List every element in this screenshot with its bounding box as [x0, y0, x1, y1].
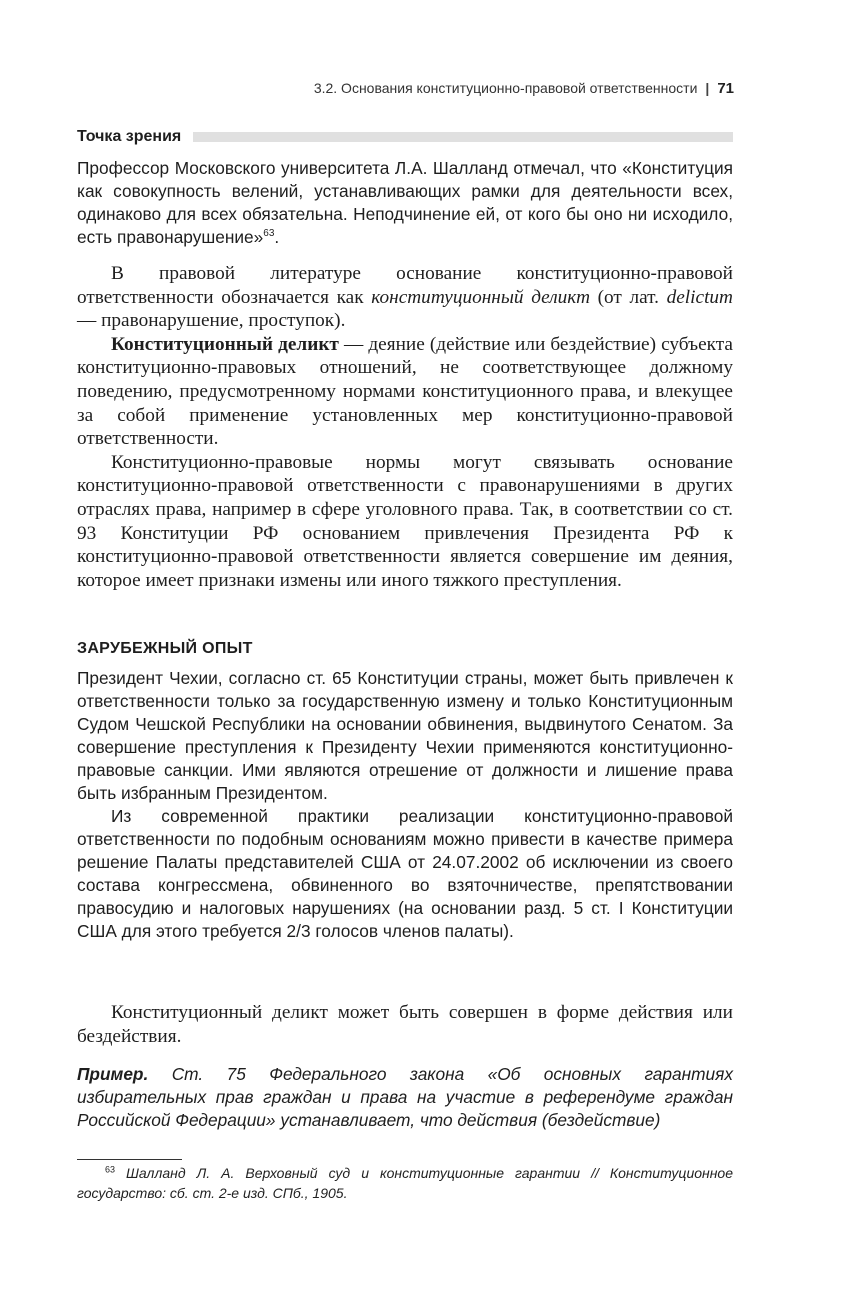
main-text-block: [77, 262, 733, 592]
foreign-experience-title: ЗАРУБЕЖНЫЙ ОПЫТ: [77, 640, 253, 657]
paragraph-legal-norms: Конституционно-правовые нормы могут связывать основание конституционно-правовой ответственности с правонарушениями в других отраслях права, например в сфере уголовного права. Так, в соответствии со ст. 93 Конституции РФ основанием привлечения Президента РФ к конституционно-правовой ответственности является совершение им деяния, которое имеет признаки измены или иного тяжкого преступления.: [77, 451, 733, 591]
footnote-number: 63: [105, 1164, 116, 1175]
foreign-paragraph-czech: Президент Чехии, согласно ст. 65 Конституции страны, может быть привлечен к ответственности только за государственную измену и только Конституционным Судом Чешской Республики на основании обвинения, выдвинутого Сенатом. За совершение преступления к Президенту Чехии применяются конституционно-правовые санкции. Ими являются отрешение от должности и лишение права быть избранным Президентом.: [77, 668, 733, 803]
example-block: [77, 1063, 733, 1132]
paragraph-form-of-delict: Конституционный деликт может быть совершен в форме действия или бездействия.: [77, 1002, 733, 1047]
running-title: 3.2. Основания конституционно-правовой ответственности: [313, 80, 698, 96]
foreign-paragraph-usa: Из современной практики реализации конституционно-правовой ответственности по подобным основаниям можно привести в качестве примера решение Палаты представителей США от 24.07.2002 об исключении из своего состава конгрессмена, обвиненного во взяточничестве, препятствовании правосудию и налоговых нарушениях (на основании разд. 5 ст. I Конституции США для этого требуется 2/3 голосов членов палаты).: [77, 806, 733, 941]
viewpoint-heading: [77, 128, 733, 146]
running-head: [314, 80, 734, 97]
example-label: Пример.: [77, 1064, 149, 1084]
viewpoint-block: [77, 157, 733, 249]
main-text-block-2: [77, 1001, 733, 1048]
footnote-ref: 63: [263, 228, 275, 240]
example-text: Пример. Ст. 75 Федерального закона «Об основных гарантиях избирательных прав граждан и права на участие в референдуме граждан Российской Федерации» устанавливает, что действия (бездействие): [77, 1064, 733, 1130]
footnote: $^{63}$ Шалланд Л. А. Верховный суд и конституционные гарантии // Конституционное государство: сб. ст. 2-е изд. СПб., 1905.: [77, 1164, 733, 1201]
viewpoint-title: Точка зрения: [77, 128, 182, 145]
paragraph-delict-definition: В правовой литературе основание конституционно-правовой ответственности обозначается как конституционный деликт (от лат. delictum — правонарушение, проступок).: [77, 263, 733, 332]
page-number: 71: [717, 80, 734, 97]
foreign-experience-block: [77, 640, 733, 943]
viewpoint-title-bar: [193, 132, 733, 142]
term-constitutional-delict: конституционный деликт: [371, 286, 590, 308]
term-bold: Конституционный деликт: [111, 333, 339, 355]
latin-term: delictum: [666, 286, 733, 308]
running-head-separator: |: [705, 80, 710, 96]
paragraph-delict-meaning: Конституционный деликт — деяние (действие или бездействие) субъекта конституционно-правовых отношений, не соответствующее должному поведению, предусмотренному нормами конституционного права, и влекущее за собой применение установленных мер конституционно-правовой ответственности.: [77, 333, 733, 450]
footnote-rule: [77, 1159, 182, 1160]
viewpoint-text: Профессор Московского университета Л.А. Шалланд отмечал, что «Конституция как совокупность велений, устанавливающих рамки для деятельности всех, одинаково для всех обязательна. Неподчинение ей, от кого бы оно ни исходило, есть правонарушение»$^{63}$.: [77, 158, 733, 247]
